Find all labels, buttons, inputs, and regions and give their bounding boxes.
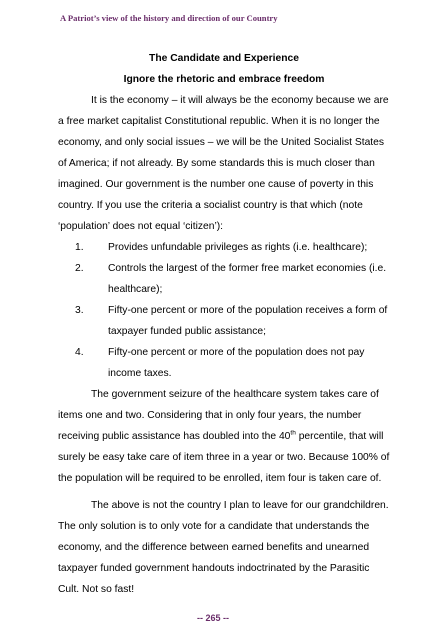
list-item-text: Fifty-one percent or more of the population receives a form of taxpayer funded public assistance;	[108, 305, 388, 337]
list-item	[75, 237, 390, 258]
list-item	[75, 342, 390, 384]
list-item-text: Fifty-one percent or more of the population does not pay income taxes.	[108, 347, 365, 379]
list-item-number: 3.	[75, 305, 84, 316]
list-item	[75, 300, 390, 342]
paragraph-intro: It is the economy – it will always be the economy because we are a free market capitalist Constitutional republic. When it is no longer the economy, and only social issues – we will be the United Socialist States of America; if not already. By some standards this is much closer than imagined. Our government is the number one cause of poverty in this country. If you use the criteria a socialist country is that which (note ‘population’ does not equal ‘citizen’):	[58, 95, 389, 232]
section-subtitle: Ignore the rhetoric and embrace freedom	[123, 74, 325, 85]
list-item-text: Controls the largest of the former free market economies (i.e. healthcare);	[108, 263, 387, 295]
list-item-text: Provides unfundable privileges as rights (i.e. healthcare);	[108, 242, 368, 253]
section-title: The Candidate and Experience	[149, 53, 299, 64]
paragraph-healthcare	[58, 384, 390, 489]
page-body	[58, 48, 390, 600]
list-item-number: 4.	[75, 347, 84, 358]
list-item	[75, 258, 390, 300]
page-number: -- 265 --	[196, 613, 229, 623]
list-item-number: 1.	[75, 242, 84, 253]
criteria-list	[58, 237, 390, 384]
paragraph-healthcare-part1: The government seizure of the healthcare system takes care of items one and two. Considering that in only four years, the number receiving public assistance has doubled into the 40	[58, 389, 379, 442]
paragraph-conclusion: The above is not the country I plan to leave for our grandchildren. The only solution is to only vote for a candidate that understands the economy, and the difference between earned benefits and unearned taxpayer funded government handouts indoctrinated by the Parasitic Cult. Not so fast!	[58, 500, 389, 595]
running-header: A Patriot’s view of the history and direction of our Country	[60, 13, 278, 23]
paragraph-healthcare-part2: percentile, that will surely be easy take care of item three in a year or two. Because 100% of the population will be required to be enrolled, item four is taken care of.	[58, 431, 390, 484]
superscript-th: th	[290, 429, 296, 437]
list-item-number: 2.	[75, 263, 84, 274]
